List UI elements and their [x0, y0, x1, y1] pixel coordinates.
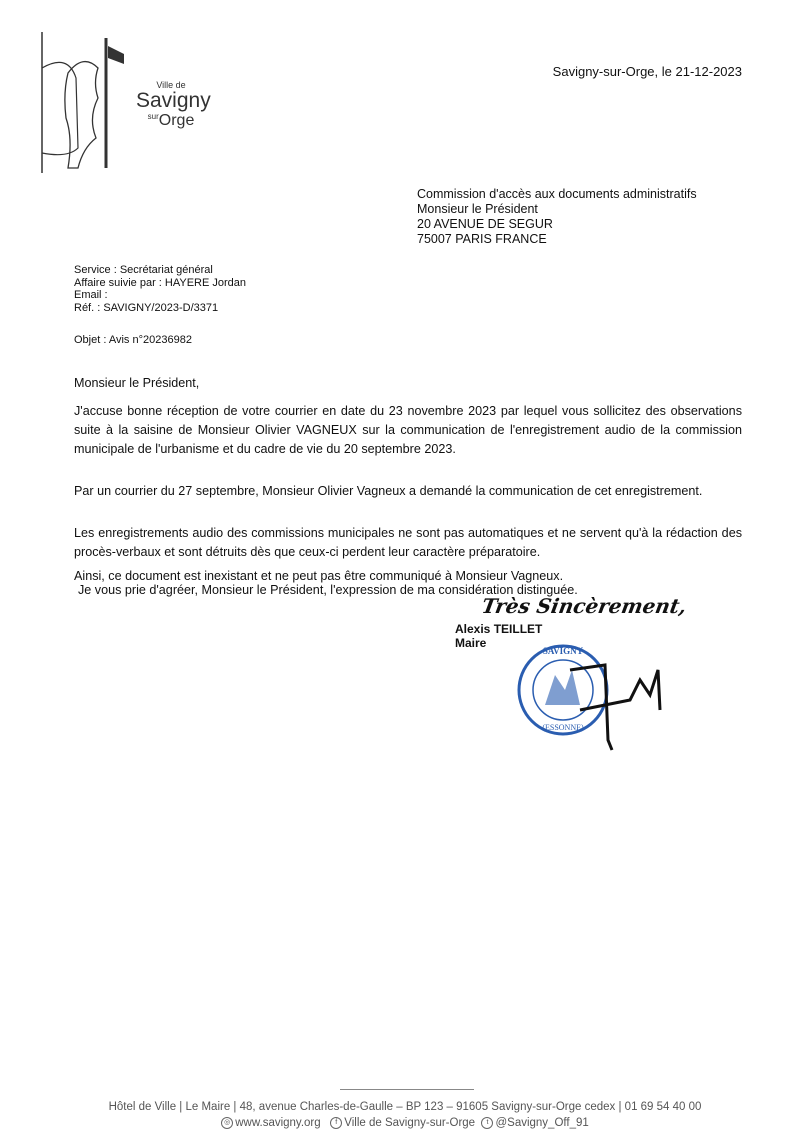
subject-line: Objet : Avis n°20236982: [74, 334, 192, 346]
closing-paragraph: Je vous prie d'agréer, Monsieur le Président, l'expression de ma considération distinguée.: [78, 583, 578, 597]
svg-text:SAVIGNY: SAVIGNY: [542, 646, 584, 656]
svg-text:(ESSONNE): (ESSONNE): [542, 723, 584, 732]
website-link[interactable]: www.savigny.org: [235, 1117, 321, 1129]
paragraph: Les enregistrements audio des commissions municipales ne sont pas automatiques et ne servent qu'à la rédaction des procès-verbaux et sont détruits dès que ceux-ci perdent leur caractère préparatoire.: [74, 526, 742, 559]
facebook-icon: f: [330, 1117, 342, 1129]
footer-divider: [340, 1089, 474, 1090]
twitter-icon: t: [481, 1117, 493, 1129]
paragraph: Ainsi, ce document est inexistant et ne peut pas être communiqué à Monsieur Vagneux.: [74, 569, 564, 583]
globe-icon: ◎: [221, 1117, 233, 1129]
signatory: Alexis TEILLET Maire: [455, 622, 543, 650]
recipient-address: Commission d'accès aux documents administratifs Monsieur le Président 20 AVENUE DE SEGUR 75007 PARIS FRANCE: [417, 187, 697, 246]
paragraph: Par un courrier du 27 septembre, Monsieur Olivier Vagneux a demandé la communication de cet enregistrement.: [74, 484, 703, 498]
official-stamp-and-signature: [510, 640, 670, 760]
handwritten-closing: Très Sincèrement,: [479, 594, 689, 618]
city-logo: [38, 28, 211, 173]
facebook-link[interactable]: Ville de Savigny-sur-Orge: [344, 1117, 476, 1129]
salutation: Monsieur le Président,: [74, 376, 200, 390]
twitter-link[interactable]: @Savigny_Off_91: [495, 1117, 589, 1129]
logo-text: Ville de Savigny $^{sur}$Orge: [136, 80, 211, 129]
paragraph: J'accuse bonne réception de votre courrier en date du 23 novembre 2023 par lequel vous sollicitez des observations suite à la saisine de Monsieur Olivier VAGNEUX sur la communication de l'enregistrement audio de la commission municipale de l'urbanisme et du cadre de vie du 20 septembre 2023.: [74, 404, 742, 456]
letter-date: Savigny-sur-Orge, le 21-12-2023: [552, 64, 742, 79]
footer: Hôtel de Ville | Le Maire | 48, avenue Charles-de-Gaulle – BP 123 – 91605 Savigny-sur-Orge cedex | 01 69 54 40 00 ◎ www.savigny.org f Ville de Savigny-sur-Orge t @Savigny_Off_91: [108, 1101, 702, 1129]
reference-block: Service : Secrétariat général Affaire suivie par : HAYERE Jordan Email : Réf. : SAVIGNY/2023-D/3371: [74, 264, 247, 314]
